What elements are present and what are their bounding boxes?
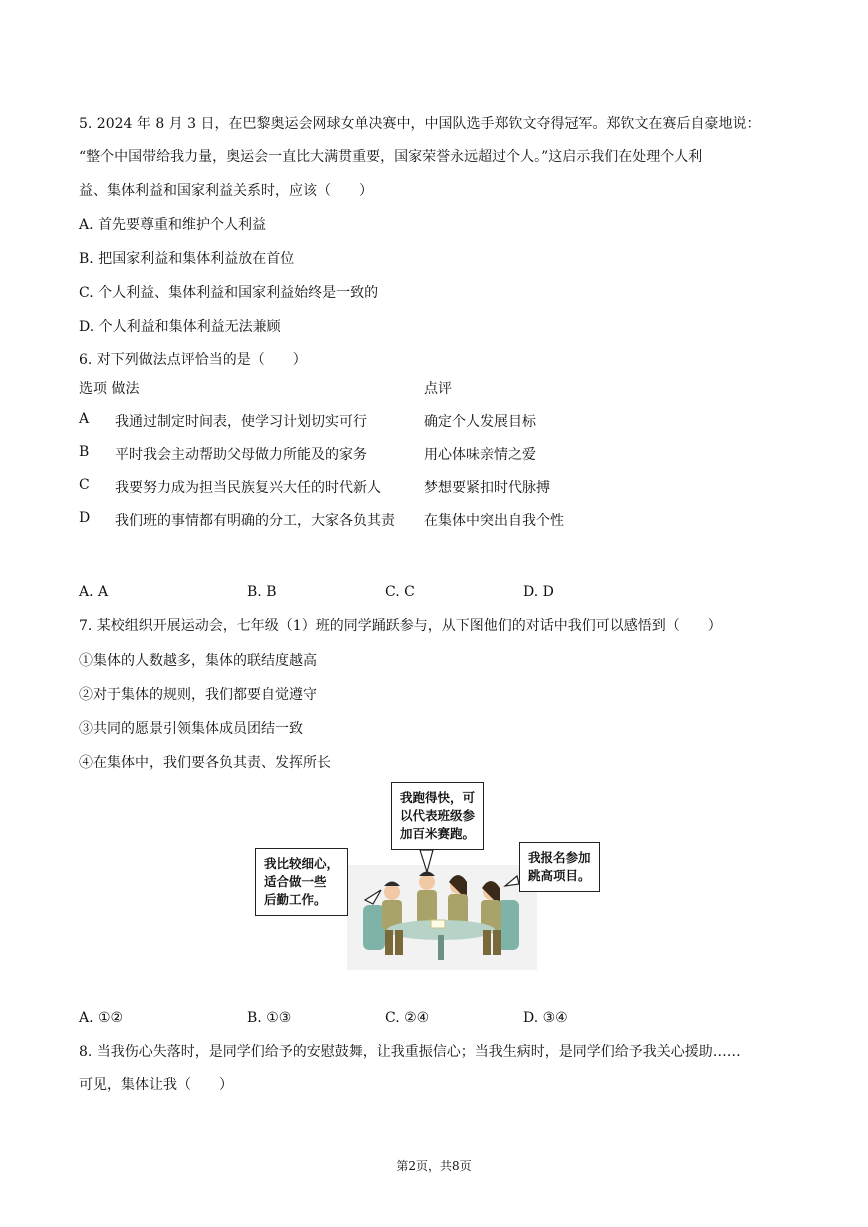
student-2-body (417, 890, 437, 924)
q6-row-comment: 在集体中突出自我个性 (424, 513, 564, 529)
q5-stem-line1: 5. 2024 年 8 月 3 日，在巴黎奥运会网球女单决赛中，中国队选手郑钦文夺得冠军。郑钦文在赛后自豪地说： (79, 116, 761, 132)
q5-option-d[interactable]: D. 个人利益和集体利益无法兼顾 (79, 319, 281, 335)
q7-answer-options (79, 1008, 799, 1028)
q5-option-c[interactable]: C. 个人利益、集体利益和国家利益始终是一致的 (79, 285, 379, 301)
q6-answer-a[interactable]: A. A (79, 584, 109, 600)
speech-bubble-center: 我跑得快，可 以代表班级参 加百米赛跑。 (391, 782, 484, 850)
speech-bubble-left: 我比较细心， 适合做一些 后勤工作。 (255, 848, 348, 916)
q6-row-comment: 用心体味亲情之爱 (424, 447, 536, 463)
q7-statement-2: ②对于集体的规则，我们都要自觉遵守 (79, 687, 317, 703)
q6-table-row (79, 444, 639, 477)
q7-answer-c[interactable]: C. ②④ (385, 1010, 430, 1026)
q6-table-row (79, 477, 639, 510)
q6-answer-options (79, 582, 799, 602)
paper (431, 920, 445, 928)
q7-stem: 7. 某校组织开展运动会，七年级（1）班的同学踊跃参与，从下图他们的对话中我们可以感悟到（ ） (79, 618, 722, 634)
speech-bubble-right: 我报名参加 跳高项目。 (519, 842, 600, 892)
students-discussion-illustration (255, 780, 615, 970)
q6-row-practice: 我通过制定时间表，使学习计划切实可行 (115, 414, 367, 430)
q6-stem: 6. 对下列做法点评恰当的是（ ） (79, 352, 307, 368)
q5-option-a[interactable]: A. 首先要尊重和维护个人利益 (79, 217, 267, 233)
page-number-footer: 第2页，共8页 (396, 1159, 472, 1173)
q7-answer-a[interactable]: A. ①② (79, 1010, 124, 1026)
q8-stem-line2: 可见，集体让我（ ） (79, 1077, 233, 1093)
chair-left (363, 905, 385, 950)
q6-header-comment: 点评 (424, 381, 452, 397)
q5-stem-line2: “整个中国带给我力量，奥运会一直比大满贯重要，国家荣誉永远超过个人。”这启示我们在处理个人利 (79, 149, 703, 165)
q6-header-practice: 选项 做法 (79, 381, 140, 397)
q6-answer-d[interactable]: D. D (523, 584, 554, 600)
q5-stem-line3: 益、集体利益和国家利益关系时，应该（ ） (79, 183, 373, 199)
student-2-head (419, 874, 435, 890)
q7-statement-4: ④在集体中，我们要各负其责、发挥所长 (79, 755, 331, 771)
student-1-head (384, 884, 400, 900)
q6-table-row (79, 411, 639, 444)
q8-stem-line1: 8. 当我伤心失落时，是同学们给予的安慰鼓舞，让我重振信心；当我生病时，是同学们给予我关心援助…… (79, 1044, 741, 1060)
q7-answer-d[interactable]: D. ③④ (523, 1010, 568, 1026)
q6-row-comment: 确定个人发展目标 (424, 414, 536, 430)
q7-answer-b[interactable]: B. ①③ (247, 1010, 292, 1026)
q6-row-practice: 我要努力成为担当民族复兴大任的时代新人 (115, 480, 381, 496)
q6-table-header (79, 378, 639, 411)
q6-answer-c[interactable]: C. C (385, 584, 415, 600)
q6-table-row (79, 510, 639, 543)
q6-row-practice: 我们班的事情都有明确的分工，大家各负其责 (115, 513, 395, 529)
q7-statement-3: ③共同的愿景引领集体成员团结一致 (79, 721, 303, 737)
q7-statement-1: ①集体的人数越多，集体的联结度越高 (79, 653, 317, 669)
q6-row-practice: 平时我会主动帮助父母做力所能及的家务 (115, 447, 367, 463)
q6-row-option: C (79, 477, 90, 493)
q6-row-option: A (79, 411, 90, 427)
q6-row-option: B (79, 444, 90, 460)
q6-row-comment: 梦想要紧扣时代脉搏 (424, 480, 550, 496)
q6-table (79, 378, 639, 543)
q6-answer-b[interactable]: B. B (247, 584, 277, 600)
q6-row-option: D (79, 510, 91, 526)
q5-option-b[interactable]: B. 把国家利益和集体利益放在首位 (79, 251, 295, 267)
